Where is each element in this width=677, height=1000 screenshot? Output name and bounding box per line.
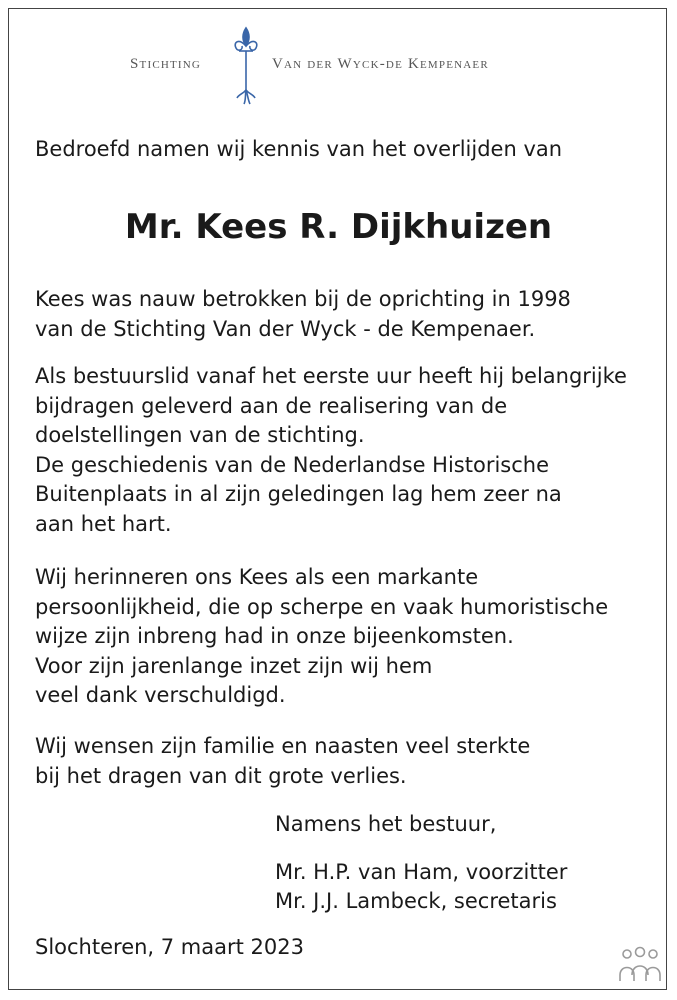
text-line: bijdragen geleverd aan de realisering van de [35,393,508,418]
signatory-chair: Mr. H.P. van Ham, voorzitter [275,860,568,884]
paragraph-4 [35,732,530,791]
paragraph-1 [35,285,571,344]
text-line: Als bestuurslid vanaf het eerste uur heeft hij belangrijke [35,364,627,388]
place-date: Slochteren, 7 maart 2023 [35,935,304,959]
paragraph-3 [35,563,608,711]
text-line: Kees was nauw betrokken bij de oprichting in 1998 [35,287,571,311]
text-line: van de Stichting Van der Wyck - de Kempenaer. [35,316,536,341]
text-line: aan het hart. [35,511,172,536]
text-line: bij het dragen van dit grote verlies. [35,763,407,788]
text-line: Wij herinneren ons Kees als een markante [35,565,479,589]
signatories [275,858,567,916]
org-name-right: Van der Wyck-de Kempenaer [272,56,489,72]
paragraph-2 [35,362,627,539]
text-line: Wij wensen zijn familie en naasten veel sterkte [35,734,531,758]
text-line: Buitenplaats in al zijn geledingen lag hem zeer na [35,482,562,506]
signatory-secretary: Mr. J.J. Lambeck, secretaris [275,889,557,913]
people-group-icon [617,945,663,985]
deceased-name: Mr. Kees R. Dijkhuizen [124,207,553,247]
text-line: De geschiedenis van de Nederlandse Historische [35,452,550,477]
text-line: persoonlijkheid, die op scherpe en vaak humoristische [35,594,609,619]
org-name-left: Stichting [130,56,202,72]
text-line: veel dank verschuldigd. [35,683,286,707]
fleur-de-lis-icon [231,24,261,106]
signoff: Namens het bestuur, [275,812,497,836]
text-line: wijze zijn inbreng had in onze bijeenkomsten. [35,624,514,648]
text-line: Voor zijn jarenlange inzet zijn wij hem [35,653,433,678]
intro-line: Bedroefd namen wij kennis van het overlijden van [35,137,563,161]
text-line: doelstellingen van de stichting. [35,423,365,447]
